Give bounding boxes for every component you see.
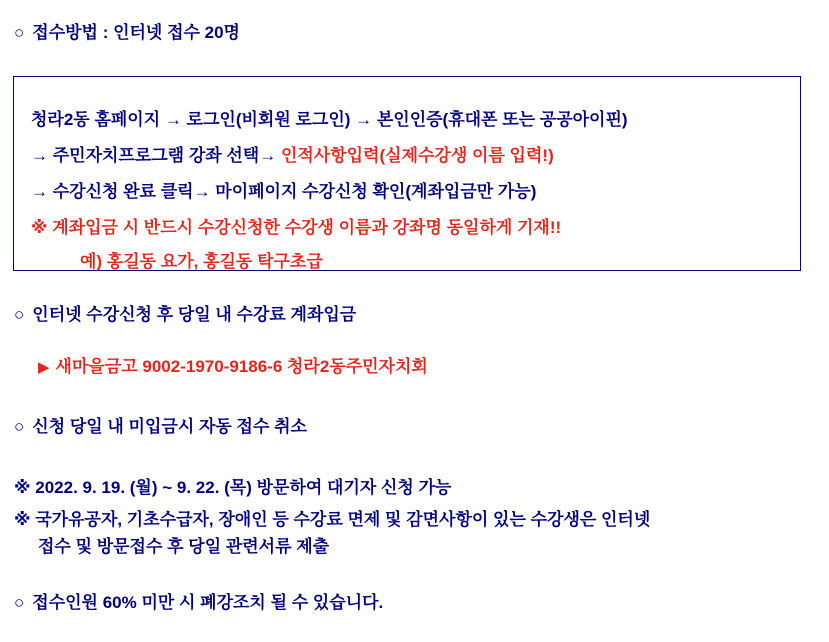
circle-bullet-icon: ○: [14, 23, 25, 42]
bank-account-text: 새마을금고 9002-1970-9186-6 청라2동주민자치회: [55, 357, 428, 376]
triangle-marker-icon: ▶: [38, 359, 50, 376]
fee-exemption-note-continued: 접수 및 방문접수 후 당일 관련서류 제출: [38, 537, 330, 556]
waitlist-note: ※ 2022. 9. 19. (월) ~ 9. 22. (목) 방문하여 대기자 신청 가능: [14, 478, 452, 497]
circle-bullet-icon: ○: [14, 305, 25, 324]
auto-cancel-text: 신청 당일 내 미입금시 자동 접수 취소: [32, 417, 307, 436]
payment-deadline-text: 인터넷 수강신청 후 당일 내 수강료 계좌입금: [32, 305, 357, 324]
payment-deadline-heading: [14, 300, 356, 325]
procedure-step-line-1: 청라2동 홈페이지 → 로그인(비회원 로그인) → 본인인증(휴대폰 또는 공공아이핀): [31, 110, 628, 129]
procedure-step-line-2-red: 인적사항입력(실제수강생 이름 입력!): [280, 146, 554, 165]
procedure-step-line-2: [31, 141, 554, 166]
class-cancellation-note: [14, 588, 383, 613]
bank-account-line: [38, 352, 428, 377]
registration-method-heading: [14, 18, 240, 43]
procedure-step-line-2-navy: → 주민자치프로그램 강좌 선택→: [31, 146, 281, 165]
registration-method-text: 접수방법 : 인터넷 접수 20명: [32, 23, 240, 42]
procedure-box: [13, 76, 801, 271]
procedure-step-line-3: → 수강신청 완료 클릭→ 마이페이지 수강신청 확인(계좌입금만 가능): [31, 182, 537, 201]
auto-cancel-heading: [14, 412, 307, 437]
fee-exemption-note: ※ 국가유공자, 기초수급자, 장애인 등 수강료 면제 및 감면사항이 있는 수강생은 인터넷: [14, 510, 651, 529]
deposit-example-line: 예) 홍길동 요가, 홍길동 탁구초급: [80, 252, 323, 271]
circle-bullet-icon: ○: [14, 593, 25, 612]
circle-bullet-icon: ○: [14, 417, 25, 436]
class-cancellation-text: 접수인원 60% 미만 시 폐강조치 될 수 있습니다.: [32, 593, 384, 612]
deposit-warning-line: ※ 계좌입금 시 반드시 수강신청한 수강생 이름과 강좌명 동일하게 기재!!: [31, 218, 562, 237]
